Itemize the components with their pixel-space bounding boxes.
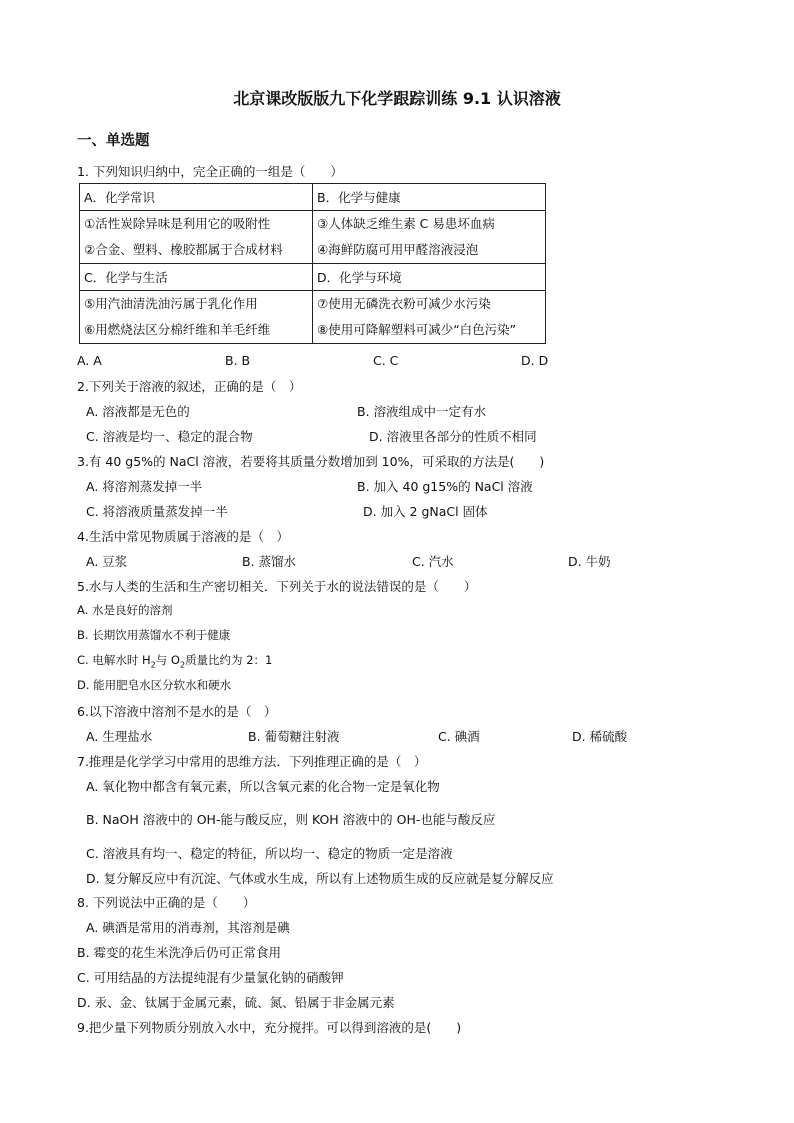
q5-option-c-sub1: 2 (150, 660, 156, 670)
section-heading: 一、单选题 (77, 133, 150, 149)
q4-option-d[interactable]: D. 牛奶 (568, 554, 611, 569)
q5-option-c-prefix: C. 电解水时 H (77, 653, 151, 667)
table-item-7: ⑦使用无磷洗衣粉可减少水污染 (317, 296, 491, 311)
q5-option-a[interactable]: A. 水是良好的溶剂 (77, 603, 173, 617)
question-5-stem: 5.水与人类的生活和生产密切相关．下列关于水的说法错误的是（ ） (77, 579, 477, 594)
q2-option-a[interactable]: A. 溶液都是无色的 (86, 404, 190, 419)
question-9-stem: 9.把少量下列物质分别放入水中，充分搅拌。可以得到溶液的是( ) (77, 1020, 462, 1035)
question-2-stem: 2.下列关于溶液的叙述，正确的是（ ） (77, 379, 302, 394)
q1-option-c[interactable]: C. C (373, 353, 399, 368)
q5-option-d[interactable]: D. 能用肥皂水区分软水和硬水 (77, 678, 232, 692)
table-item-6: ⑥用燃烧法区分棉纤维和羊毛纤维 (84, 322, 271, 337)
table-cell-a-head: A．化学常识 (80, 184, 313, 211)
table-item-5: ⑤用汽油清洗油污属于乳化作用 (84, 296, 258, 311)
q1-option-b[interactable]: B. B (225, 353, 251, 368)
q7-option-a[interactable]: A. 氧化物中都含有氧元素，所以含氧元素的化合物一定是氧化物 (86, 779, 440, 794)
q5-option-c-mid: 与 O (155, 653, 180, 667)
question-1-stem: 1. 下列知识归纳中，完全正确的一组是（ ） (77, 164, 343, 179)
q5-option-b[interactable]: B. 长期饮用蒸馏水不利于健康 (77, 628, 231, 642)
table-cell-d-body (313, 291, 546, 344)
question-4-stem: 4.生活中常见物质属于溶液的是（ ） (77, 529, 289, 544)
q8-option-a[interactable]: A. 碘酒是常用的消毒剂，其溶剂是碘 (86, 920, 290, 935)
q1-option-d[interactable]: D. D (521, 353, 549, 368)
q1-option-a[interactable]: A. A (77, 353, 102, 368)
q7-option-b[interactable]: B. NaOH 溶液中的 OH-能与酸反应，则 KOH 溶液中的 OH-也能与酸反应 (86, 812, 496, 827)
q4-option-b[interactable]: B. 蒸馏水 (242, 554, 297, 569)
q3-option-c[interactable]: C. 将溶液质量蒸发掉一半 (86, 504, 228, 519)
question-6-stem: 6.以下溶液中溶剂不是水的是（ ） (77, 704, 277, 719)
table-cell-b-body (313, 211, 546, 264)
q7-option-d[interactable]: D. 复分解反应中有沉淀、气体或水生成，所以有上述物质生成的反应就是复分解反应 (86, 871, 554, 886)
q3-option-b[interactable]: B. 加入 40 g15%的 NaCl 溶液 (357, 479, 533, 494)
table-cell-c-body (80, 291, 313, 344)
q2-option-d[interactable]: D. 溶液里各部分的性质不相同 (369, 429, 537, 444)
q6-option-d[interactable]: D. 稀硫酸 (572, 729, 628, 744)
q4-option-c[interactable]: C. 汽水 (412, 554, 454, 569)
knowledge-table (79, 183, 546, 344)
q6-option-b[interactable]: B. 葡萄糖注射液 (248, 729, 340, 744)
table-item-4: ④海鲜防腐可用甲醛溶液浸泡 (317, 242, 479, 257)
question-3-stem: 3.有 40 g5%的 NaCl 溶液，若要将其质量分数增加到 10%，可采取的方法是( ) (77, 454, 545, 469)
q6-option-c[interactable]: C. 碘酒 (438, 729, 480, 744)
q5-option-c-sub2: 2 (179, 660, 186, 670)
q7-option-c[interactable]: C. 溶液具有均一、稳定的特征，所以均一、稳定的物质一定是溶液 (86, 846, 453, 861)
q6-option-a[interactable]: A. 生理盐水 (86, 729, 153, 744)
table-item-2: ②合金、塑料、橡胶都属于合成材料 (84, 242, 283, 257)
table-cell-b-head: B．化学与健康 (313, 184, 546, 211)
table-item-8: ⑧使用可降解塑料可减少“白色污染” (317, 322, 517, 337)
q8-option-c[interactable]: C. 可用结晶的方法提纯混有少量氯化钠的硝酸钾 (77, 970, 344, 985)
page-title: 北京课改版版九下化学跟踪训练 9.1 认识溶液 (233, 89, 561, 108)
q2-option-b[interactable]: B. 溶液组成中一定有水 (357, 404, 487, 419)
q5-option-c-suffix: 质量比约为 2：1 (185, 653, 273, 667)
table-item-1: ①活性炭除异味是利用它的吸附性 (84, 216, 271, 231)
table-cell-a-body (80, 211, 313, 264)
q8-option-d[interactable]: D. 汞、金、钛属于金属元素，硫、氮、铅属于非金属元素 (77, 995, 395, 1010)
question-8-stem: 8. 下列说法中正确的是（ ） (77, 895, 256, 910)
q8-option-b[interactable]: B. 霉变的花生米洗净后仍可正常食用 (77, 945, 282, 960)
table-cell-c-head: C．化学与生活 (80, 264, 313, 291)
q2-option-c[interactable]: C. 溶液是均一、稳定的混合物 (86, 429, 253, 444)
q4-option-a[interactable]: A. 豆浆 (86, 554, 128, 569)
question-7-stem: 7.推理是化学学习中常用的思维方法．下列推理正确的是（ ） (77, 754, 427, 769)
table-cell-d-head: D．化学与环境 (313, 264, 546, 291)
q3-option-d[interactable]: D. 加入 2 gNaCl 固体 (363, 504, 488, 519)
table-item-3: ③人体缺乏维生素 C 易患坏血病 (317, 216, 495, 231)
q3-option-a[interactable]: A. 将溶剂蒸发掉一半 (86, 479, 203, 494)
q5-option-c[interactable] (77, 652, 272, 669)
